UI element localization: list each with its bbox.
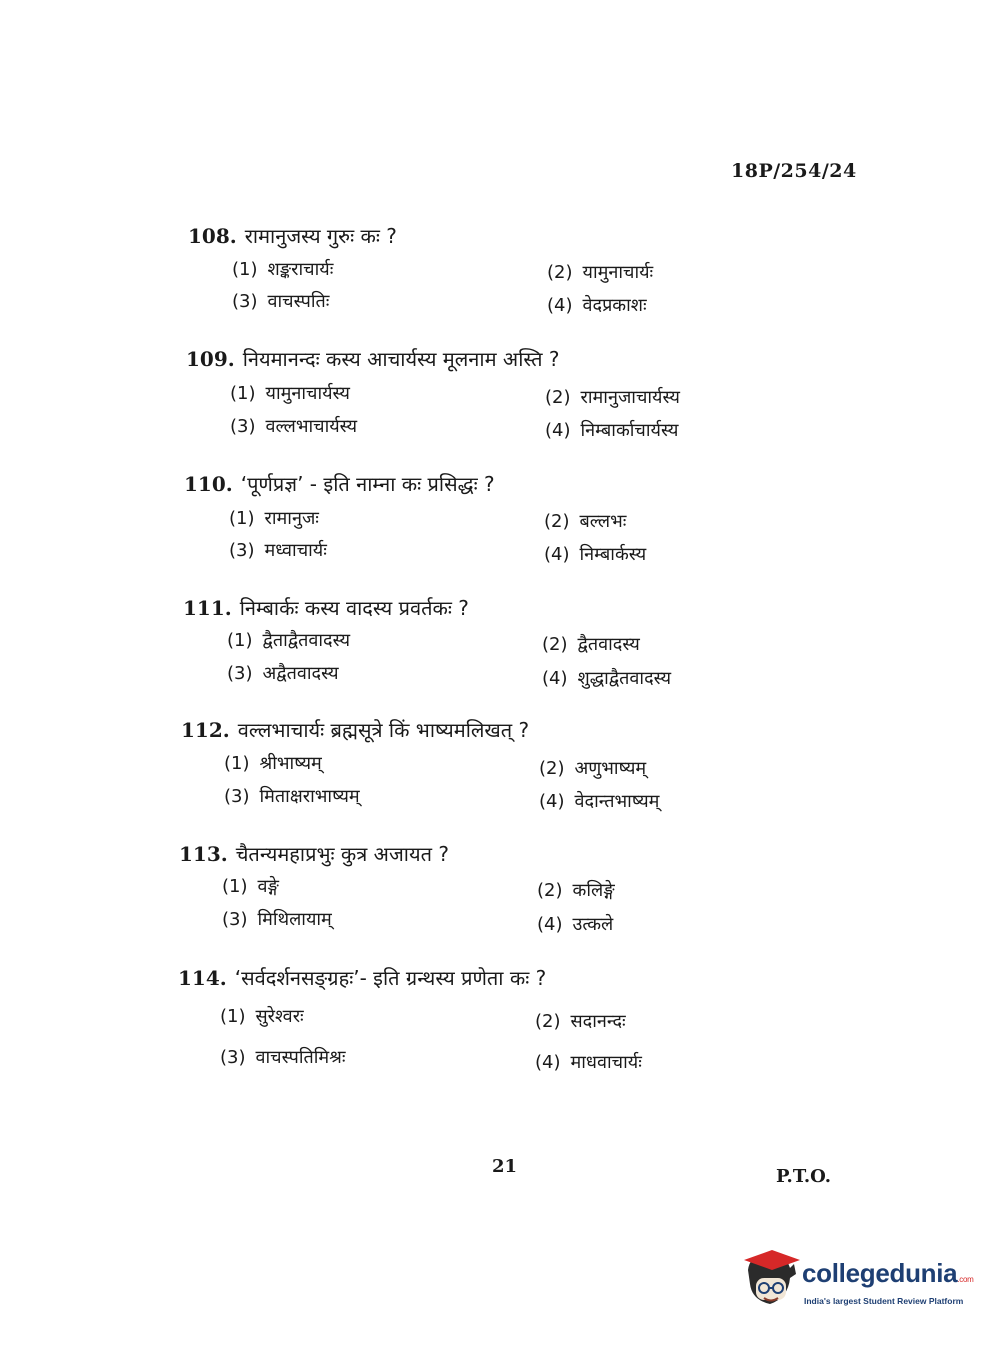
option-113-1: (1) वङ्गे bbox=[222, 876, 279, 897]
option-109-4: (4) निम्बार्काचार्यस्य bbox=[545, 420, 679, 441]
option-110-2: (2) बल्लभः bbox=[544, 511, 627, 532]
option-111-3: (3) अद्वैतवादस्य bbox=[227, 663, 339, 684]
question-108 bbox=[188, 222, 397, 249]
question-number: 111. bbox=[183, 596, 232, 620]
option-110-1: (1) रामानुजः bbox=[229, 508, 319, 529]
question-number: 113. bbox=[179, 842, 228, 866]
option-109-1: (1) यामुनाचार्यस्य bbox=[230, 383, 350, 404]
option-112-2: (2) अणुभाष्यम् bbox=[539, 758, 647, 779]
question-110 bbox=[184, 470, 495, 497]
option-112-3: (3) मिताक्षराभाष्यम् bbox=[224, 786, 360, 807]
question-113 bbox=[179, 840, 449, 867]
option-112-4: (4) वेदान्तभाष्यम् bbox=[539, 791, 660, 812]
question-109 bbox=[186, 345, 560, 372]
logo-tagline: India's largest Student Review Platform bbox=[804, 1296, 964, 1306]
option-108-2: (2) यामुनाचार्यः bbox=[547, 262, 654, 283]
option-109-2: (2) रामानुजाचार्यस्य bbox=[545, 387, 680, 408]
option-113-3: (3) मिथिलायाम् bbox=[222, 909, 332, 930]
question-number: 110. bbox=[184, 472, 233, 496]
option-114-3: (3) वाचस्पतिमिश्रः bbox=[220, 1047, 346, 1068]
question-114 bbox=[178, 964, 546, 991]
option-114-1: (1) सुरेश्वरः bbox=[220, 1006, 304, 1027]
question-number: 109. bbox=[186, 347, 235, 371]
option-113-4: (4) उत्कले bbox=[537, 914, 614, 935]
question-text: रामानुजस्य गुरुः कः ? bbox=[244, 224, 397, 248]
question-number: 112. bbox=[181, 718, 230, 742]
mascot-icon bbox=[742, 1248, 802, 1314]
option-111-4: (4) शुद्धाद्वैतवादस्य bbox=[542, 668, 672, 689]
option-108-4: (4) वेदप्रकाशः bbox=[547, 295, 647, 316]
option-110-3: (3) मध्वाचार्यः bbox=[229, 540, 327, 561]
question-text: चैतन्यमहाप्रभुः कुत्र अजायत ? bbox=[235, 842, 449, 866]
question-text: ‘पूर्णप्रज्ञ’ - इति नाम्ना कः प्रसिद्धः ? bbox=[240, 472, 495, 496]
option-109-3: (3) वल्लभाचार्यस्य bbox=[230, 416, 358, 437]
question-112 bbox=[181, 716, 529, 743]
page-number: 21 bbox=[492, 1156, 518, 1177]
option-114-4: (4) माधवाचार्यः bbox=[535, 1052, 642, 1073]
option-108-3: (3) वाचस्पतिः bbox=[232, 291, 330, 312]
option-110-4: (4) निम्बार्कस्य bbox=[544, 544, 647, 565]
option-111-2: (2) द्वैतवादस्य bbox=[542, 634, 640, 655]
question-text: वल्लभाचार्यः ब्रह्मसूत्रे किं भाष्यमलिखत् ? bbox=[237, 718, 530, 742]
question-text: नियमानन्दः कस्य आचार्यस्य मूलनाम अस्ति ? bbox=[242, 347, 560, 371]
question-text: ‘सर्वदर्शनसङ्ग्रहः’- इति ग्रन्थस्य प्रणेता कः ? bbox=[234, 966, 547, 990]
paper-code: 18P/254/24 bbox=[731, 160, 857, 182]
question-text: निम्बार्कः कस्य वादस्य प्रवर्तकः ? bbox=[239, 596, 469, 620]
question-number: 108. bbox=[188, 224, 237, 248]
collegedunia-logo bbox=[742, 1248, 972, 1318]
question-number: 114. bbox=[178, 966, 227, 990]
option-112-1: (1) श्रीभाष्यम् bbox=[224, 753, 322, 774]
option-111-1: (1) द्वैताद्वैतवादस्य bbox=[227, 630, 351, 651]
logo-wordmark: collegedunia.com bbox=[802, 1258, 974, 1288]
option-114-2: (2) सदानन्दः bbox=[535, 1011, 626, 1032]
question-111 bbox=[183, 594, 469, 621]
option-113-2: (2) कलिङ्गे bbox=[537, 880, 615, 901]
pto-label: P.T.O. bbox=[776, 1166, 832, 1187]
option-108-1: (1) शङ्कराचार्यः bbox=[232, 259, 334, 280]
